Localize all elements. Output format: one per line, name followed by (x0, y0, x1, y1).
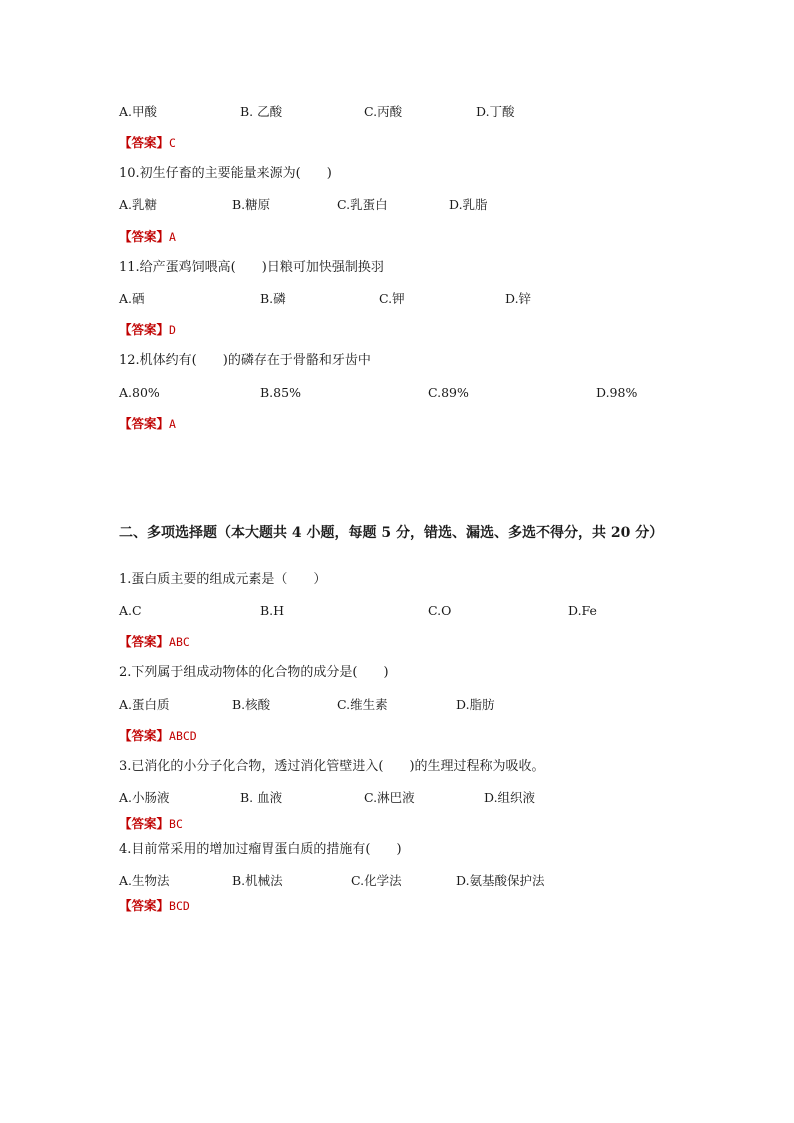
answer-value: ABC (169, 635, 190, 649)
answer-line (119, 633, 190, 651)
option-a: A.硒 (119, 291, 145, 306)
option-c: C.丙酸 (364, 104, 403, 119)
answer-value: BCD (169, 899, 190, 913)
option-b: B.85% (260, 385, 301, 400)
option-d: D.氨基酸保护法 (456, 873, 545, 888)
question-stem: 2.下列属于组成动物体的化合物的成分是( ) (119, 665, 389, 680)
answer-label: 【答案】 (119, 634, 170, 649)
answer-label: 【答案】 (119, 728, 170, 743)
option-a: A.C (119, 603, 142, 618)
answer-label: 【答案】 (119, 416, 170, 431)
option-d: D.Fe (568, 603, 597, 618)
option-b: B.糖原 (232, 197, 271, 212)
option-a: A.蛋白质 (119, 697, 170, 712)
option-d: D.脂肪 (456, 697, 495, 712)
option-c: C.乳蛋白 (337, 197, 388, 212)
answer-label: 【答案】 (119, 816, 170, 831)
section-heading: 二、多项选择题（本大题共 4 小题，每题 5 分，错选、漏选、多选不得分，共 20 分） (119, 525, 664, 541)
question-stem: 1.蛋白质主要的组成元素是（ ） (119, 572, 327, 587)
answer-line (119, 727, 197, 745)
option-a: A.甲酸 (119, 104, 158, 119)
option-c: C.O (428, 603, 452, 618)
answer-value: A (169, 230, 176, 244)
option-d: D.乳脂 (449, 197, 488, 212)
answer-line (119, 897, 190, 915)
answer-label: 【答案】 (119, 135, 170, 150)
answer-label: 【答案】 (119, 898, 170, 913)
answer-value: C (169, 136, 176, 150)
answer-line (119, 134, 176, 152)
option-a: A.80% (119, 385, 160, 400)
option-d: D.丁酸 (476, 104, 515, 119)
option-b: B.H (260, 603, 285, 618)
answer-value: BC (169, 817, 183, 831)
option-b: B.机械法 (232, 873, 283, 888)
option-d: D.98% (596, 385, 638, 400)
answer-line (119, 415, 176, 433)
option-b: B.磷 (260, 291, 286, 306)
option-c: C.钾 (379, 291, 405, 306)
option-c: C.维生素 (337, 697, 388, 712)
option-c: C.化学法 (351, 873, 402, 888)
question-stem: 12.机体约有( )的磷存在于骨骼和牙齿中 (119, 353, 371, 368)
option-a: A.小肠液 (119, 790, 170, 805)
answer-line (119, 815, 183, 833)
option-b: B. 血液 (240, 790, 283, 805)
option-b: B. 乙酸 (240, 104, 283, 119)
answer-line (119, 321, 176, 339)
answer-line (119, 228, 176, 246)
answer-value: ABCD (169, 729, 197, 743)
option-c: C.淋巴液 (364, 790, 415, 805)
question-stem: 3.已消化的小分子化合物，透过消化管壁进入( )的生理过程称为吸收。 (119, 759, 545, 774)
option-d: D.锌 (505, 291, 532, 306)
option-c: C.89% (428, 385, 469, 400)
question-stem: 10.初生仔畜的主要能量来源为( ) (119, 166, 332, 181)
answer-label: 【答案】 (119, 229, 170, 244)
option-b: B.核酸 (232, 697, 271, 712)
answer-value: D (169, 323, 176, 337)
answer-label: 【答案】 (119, 322, 170, 337)
question-stem: 4.目前常采用的增加过瘤胃蛋白质的措施有( ) (119, 842, 402, 857)
question-stem: 11.给产蛋鸡饲喂高( )日粮可加快强制换羽 (119, 260, 384, 275)
option-a: A.生物法 (119, 873, 170, 888)
option-a: A.乳糖 (119, 197, 158, 212)
answer-value: A (169, 417, 176, 431)
option-d: D.组织液 (484, 790, 536, 805)
